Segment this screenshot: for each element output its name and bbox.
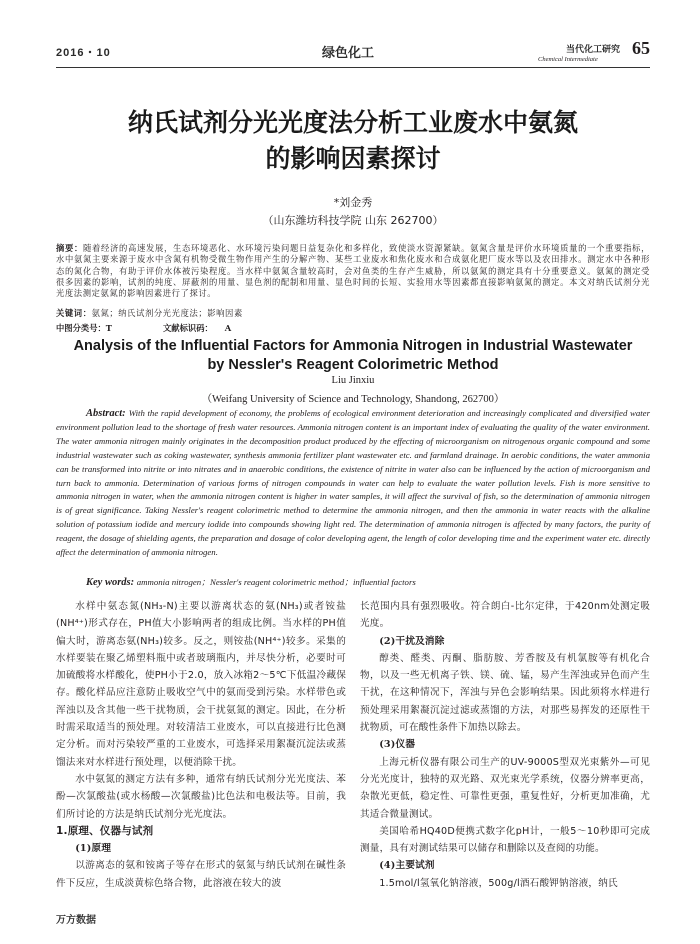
- issue-label: 2016・10: [56, 47, 111, 59]
- body-paragraph: 美国哈希HQ40D便携式数字化pH计，一般5～10秒即可完成测量，具有对测试结果可以储存和删除以及查阅的功能。: [360, 825, 650, 855]
- author-cn: *刘金秀: [333, 196, 373, 209]
- body-paragraph: 1.5mol/l氢氧化钠溶液，500g/l酒石酸钾钠溶液，纳氏: [379, 877, 618, 889]
- classification-value: T: [105, 323, 112, 333]
- journal-name-en: Chemical Intermediate: [538, 56, 598, 63]
- body-right-column: [360, 598, 650, 892]
- header-divider: [56, 67, 650, 68]
- abstract-en-text: With the rapid development of economy, the problems of ecological environment deterioration and increasingly complicated and diversified water environment pollution lead to the shortage of fresh water resources. Ammonia nitrogen content is an important index of evaluating the quality of the water environment. The water ammonia nitrogen mainly originates in the decomposition product produced by the effecting of microorganism on nitrogenous organic compound and some industrial wastewater such as coking wastewater, synthesis ammonia fertilizer plant wastewater etc. and farmland drainage. In aerobic conditions, the water ammonia can be transformed into nitrite or into nitrates and in anaerobic conditions, the existence of nitrite in water also can be influenced by the action of microorganism and turn back to ammonia. Determination of various forms of nitrogen compounds in water can help to evaluate the water pollution levels. Fish is more sensitive to ammonia nitrogen in water, when the ammonia nitrogen content is higher in water samples, it will affect the survival of fish, so the determination of ammonia nitrogen is of great significance. Taking Nessler's reagent colorimetric method to determine the ammonia nitrogen, and then the ammonia in water reacts with the alkaline solution of potassium iodide and mercury iodide into compounds showing light red. The determination of ammonia nitrogen is affected by many factors, the purity of reagent, the dosage of shielding agents, the preparation and dosage of color developing agent, the length of color developing time and the experiment water etc. directly affect the determination of ammonia nitrogen.: [56, 408, 651, 558]
- body-paragraph: 上海元析仪器有限公司生产的UV-9000S型双光束紫外—可见分光光度计，独特的双光路、双光束光学系统，仪器分辨率更高，杂散光更低，稳定性、可靠性更强，重复性好，分析更加准确，尤其适合微量测试。: [360, 756, 650, 820]
- body-paragraph: 以游离态的氨和铵离子等存在形式的氨氮与纳氏试剂在碱性条件下反应，生成淡黄棕色络合物，此溶液在较大的波: [56, 860, 346, 889]
- column-name: 绿色化工: [322, 46, 375, 61]
- keywords-en: Key words: ammonia nitrogen；Nessler's reagent colorimetric method；influential factors: [86, 577, 416, 588]
- section-heading: 1.原理、仪器与试剂: [56, 824, 154, 837]
- subsection-heading: (1)原理: [75, 843, 112, 855]
- doc-code-label: 文献标识码：: [163, 323, 213, 333]
- keywords-cn: [56, 307, 243, 319]
- keywords-en-text: ammonia nitrogen；Nessler's reagent colorimetric method；influential factors: [136, 577, 416, 587]
- affiliation-cn: （山东潍坊科技学院 山东 262700）: [262, 214, 444, 227]
- body-paragraph: 水样中氨态氮(NH₃-N)主要以游离状态的氨(NH₃)或者铵盐(NH⁴⁺)形式存在，PH值大小影响两者的组成比例。当水样的PH值偏大时，游离态氨(NH₃)较多。反之，则铵盐(NH⁴⁺)较多。采集的水样要装在聚乙烯塑料瓶中或者玻璃瓶内，并尽快分析，必要时可加硫酸将水样酸化，使PH小于2.0，放入冰箱2～5℃下低温冷藏保存。酸化样品应注意防止吸收空气中的氨而受到污染。水样带色或浑浊以及含其他一些干扰物质，会干扰氨氮的测定。因此，在分析时需采取适当的预处理。对较清洁工业废水，可以直接进行比色测定分析。而对污染较严重的工业废水，可选择采用絮凝沉淀法或蒸馏法来对水样进行预处理，以便消除干扰。: [56, 601, 346, 768]
- keywords-cn-text: 氨氮；纳氏试剂分光光度法；影响因素: [91, 308, 243, 318]
- subsection-heading: (2)干扰及消除: [379, 635, 445, 647]
- body-left-column: [56, 598, 346, 892]
- footer-watermark: 万方数据: [56, 915, 96, 926]
- abstract-en-label: Abstract: [86, 408, 123, 419]
- keywords-cn-label: 关键词：: [56, 308, 92, 318]
- body-paragraph: 醇类、醛类、丙酮、脂肪胺、芳香胺及有机氯胺等有机化合物，以及一些无机离子铁、镁、硫、锰，易产生浑浊或异色而产生干扰，在这种情况下，浑浊与异色会影响结果。因此须将水样进行预处理采用絮凝沉淀过滤或蒸馏的方法，对那些易挥发的还原性干扰物质，可在酸性条件下加热以除去。: [360, 652, 650, 734]
- abstract-cn: [56, 243, 650, 299]
- title-en-line2: by Nessler's Reagent Colorimetric Method: [207, 357, 499, 373]
- title-en-line1: Analysis of the Influential Factors for Ammonia Nitrogen in Industrial Wastewater: [73, 338, 633, 354]
- keywords-en-label: Key words: [86, 577, 131, 588]
- body-paragraph: 水中氨氮的测定方法有多种，通常有纳氏试剂分光光度法、苯酚—次氯酸盐(或水杨酸—次氯酸盐)比色法和电极法等。目前，我们所讨论的方法是纳氏试剂分光光度法。: [56, 773, 346, 820]
- abstract-en: Abstract: With the rapid development of economy, the problems of ecological environment deterioration and increasingly complicated and diversified water environment pollution lead to the shortage of fresh water resources. Ammonia nitrogen content is an important index of evaluating the quality of the water environment. The water ammonia nitrogen mainly originates in the decomposition product produced by the effecting of microorganism on nitrogenous organic compound and some industrial wastewater such as coking wastewater, synthesis ammonia fertilizer plant wastewater etc. and farmland drainage. In aerobic conditions, the water ammonia can be transformed into nitrite or into nitrates and in anaerobic conditions, the existence of nitrite in water also can be influenced by the action of microorganism and turn back to ammonia. Determination of various forms of nitrogen compounds in water can help to evaluate the water pollution levels. Fish is more sensitive to ammonia nitrogen in water, when the ammonia nitrogen content is higher in water samples, it will affect the survival of fish, so the determination of ammonia nitrogen is of great significance. Taking Nessler's reagent colorimetric method to determine the ammonia nitrogen, and then the ammonia in water reacts with the alkaline solution of potassium iodide and mercury iodide into compounds showing light red. The determination of ammonia nitrogen is affected by many factors, the purity of reagent, the dosage of shielding agents, the preparation and dosage of color developing agent, the length of color developing time and the experiment water etc. directly affect the determination of ammonia nitrogen.: [56, 408, 651, 558]
- classification-cn: [56, 322, 112, 334]
- subsection-heading: (4)主要试剂: [379, 860, 435, 872]
- abstract-cn-label: 摘要：: [56, 243, 84, 253]
- body-paragraph: 长范围内具有强烈吸收。符合朗白-比尔定律，于420nm处测定吸光度。: [360, 601, 650, 630]
- doc-code-value: A: [224, 323, 232, 333]
- author-en: Liu Jinxiu: [331, 375, 375, 386]
- abstract-cn-text: 随着经济的高速发展，生态环境恶化、水环境污染问题日益复杂化和多样化，致使淡水资源紧缺。氨氮含量是评价水环境质量的一个重要指标，水中氨氮主要来源于废水中含氮有机物受微生物作用产生的分解产物、某些工业废水和焦化废水和合成氨化肥厂废水等以及农田排水。测定水中各种形态的氮化合物，有助于评价水体被污染程度。当水样中氨氮含量较高时，会对鱼类的生存产生威胁，所以氨氮的测定具有十分重要意义。氨氮的测定受很多因素的影响，试剂的纯度、屏蔽剂的用量、显色剂的配制和用量、显色时间的长短、实验用水等因素都直接影响氨氮的测定。本文对纳氏试剂分光光度法测定氨氮的影响因素进行了探讨。: [56, 243, 650, 299]
- title-cn-line1: 纳氏试剂分光光度法分析工业废水中氨氮: [127, 108, 578, 137]
- subsection-heading: (3)仪器: [379, 739, 416, 751]
- doc-code-cn: [163, 322, 231, 334]
- journal-name-cn: 当代化工研究: [566, 45, 621, 55]
- page-number: 65: [632, 38, 650, 58]
- affiliation-en: （Weifang University of Science and Technology, Shandong, 262700）: [201, 394, 505, 405]
- title-cn-line2: 的影响因素探讨: [265, 144, 441, 173]
- classification-label: 中图分类号：: [56, 323, 106, 333]
